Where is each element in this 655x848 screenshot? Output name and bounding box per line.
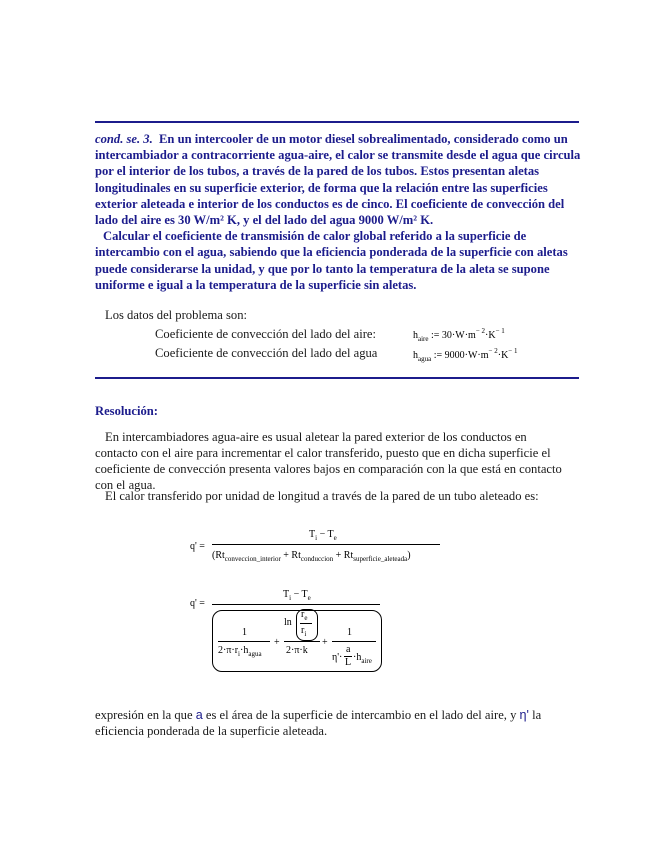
sub-e: e (333, 534, 337, 542)
ri: r (301, 625, 305, 636)
formula1-denominator: $(Rt_{conveccion\_interior} + Rt_{conduccion} + Rt_{superficie\_aleteada})$ (212, 550, 411, 563)
re: r (301, 609, 305, 620)
formula2-fraction-line (212, 604, 380, 605)
term3-L: L (345, 657, 352, 668)
symbol-a: a (195, 708, 203, 722)
unit2: ·K (497, 350, 509, 361)
exp1: − 2 (475, 327, 486, 335)
rt3: Rt (343, 550, 354, 561)
den-hsub: agua (248, 650, 262, 658)
sub3: superficie_aleteada (353, 555, 408, 563)
formula1-lhs: q' = (190, 541, 205, 552)
resolution-paragraph-1 (95, 429, 565, 493)
problem-tag: cond. se. 3. (95, 132, 153, 146)
exp2: − 1 (508, 347, 518, 355)
sub-i: i (315, 534, 318, 542)
data-intro: Los datos del problema son: (105, 308, 248, 322)
minus: − T (291, 589, 308, 600)
h-sub: agua (418, 355, 432, 363)
term3-a: a (346, 644, 351, 655)
problem-text-1: En un intercooler de un motor diesel sobrealimentado, considerado como un intercambiador a contracorriente agua-aire, el calor se transmite desde el agua que circula por el interior de los tubos, a través de la pared de los tubos. Estos presentan aletas longitudinales en su superficie exterior, de forma que la relación entre las superficies exterior aleteada e interior de los conductos es de cinco. El coeficiente de convección del lado del aire es 30 W/m² K, y el del lado del agua 9000 W/m² K. (95, 132, 581, 228)
h-symbol: h (413, 330, 418, 341)
problem-paragraph-1 (95, 131, 585, 228)
problem-paragraph-2 (95, 228, 585, 293)
symbol-eta: η' (519, 708, 529, 722)
term3-eta: η'· (332, 652, 343, 663)
term3-numerator: 1 (347, 627, 352, 638)
term3-h (353, 652, 372, 665)
t: T (309, 529, 316, 540)
formula2-numerator (283, 589, 311, 602)
bottom-rule (95, 377, 579, 379)
h-value: 30·W·m (441, 330, 476, 341)
term1-line (218, 641, 270, 642)
resolution-paragraph-3 (95, 707, 565, 739)
term2-denominator: 2·π·k (286, 645, 308, 656)
resolution-heading: Resolución: (95, 404, 158, 418)
rt2: Rt (291, 550, 301, 561)
term2-inner-line (300, 623, 312, 624)
unit2: ·K (485, 330, 496, 341)
den-h: ·h (240, 645, 249, 656)
minus: − T (317, 529, 334, 540)
term3-line (332, 641, 376, 642)
data-label-water: Coeficiente de convección del lado del agua (155, 346, 378, 360)
term1-numerator: 1 (242, 627, 247, 638)
p3-c: la eficiencia ponderada de la superficie aleteada. (95, 708, 542, 738)
formula2-lhs: q' = (190, 598, 205, 609)
hsub: aire (361, 657, 372, 665)
re-sub: e (304, 614, 308, 622)
term2-re (301, 609, 307, 622)
sub2: conduccion (300, 555, 334, 563)
sub1: conveccion_interior (224, 555, 281, 563)
formula1-fraction-line (212, 544, 440, 545)
term2-ri (301, 625, 306, 638)
den-sub: i (238, 650, 240, 658)
resolution-text-1: En intercambiadores agua-aire es usual aletear la pared exterior de los conductos en contacto con el aire para incrementar el calor transferido, puesto que en dicha superficie el coeficiente de convección presenta valores bajos en comparación con la que está en contacto con el agua. (95, 430, 562, 492)
top-rule (95, 121, 579, 123)
plus-2: + (322, 637, 328, 648)
exp2: − 1 (495, 327, 505, 335)
data-label-air: Coeficiente de convección del lado del aire: (155, 327, 376, 341)
plus-1: + (274, 637, 280, 648)
sub-e: e (307, 594, 311, 602)
sub-i: i (289, 594, 292, 602)
resolution-paragraph-2: El calor transferido por unidad de longitud a través de la pared de un tubo aleteado es: (105, 489, 539, 503)
ri-sub: i (304, 630, 307, 638)
term1-denominator (218, 645, 262, 658)
t: T (283, 589, 290, 600)
h: ·h (353, 652, 362, 663)
data-value-water: $h_{agua}$ := $9000\cdot W\cdot m^{- 2}\cdot K^{- 1}$ (413, 347, 518, 363)
p3-b: es el área de la superficie de intercambio en el lado del aire, y (202, 708, 520, 722)
h-value: 9000·W·m (444, 350, 489, 361)
problem-statement (95, 131, 585, 293)
rt1: Rt (215, 550, 225, 561)
formula1-numerator (309, 529, 337, 542)
exp1: − 2 (488, 347, 498, 355)
h-sub: aire (418, 335, 429, 343)
data-value-air: $h_{aire}$ := $30\cdot W\cdot m^{- 2}\cdot K^{- 1}$ (413, 327, 505, 343)
den: 2·π·r (218, 645, 239, 656)
p3-a: expresión en la que (95, 708, 196, 722)
term2-ln: ln (284, 617, 292, 628)
term2-line (284, 641, 320, 642)
h-symbol: h (413, 350, 418, 361)
problem-text-2: Calcular el coeficiente de transmisión de calor global referido a la superficie de intercambio con el agua, sabiendo que la eficiencia ponderada de la superficie con aletas puede considerarse la unidad, y que por lo tanto la temperatura de la aleta se supone uniforme e igual a la temperatura de la superficie sin aletas. (95, 229, 568, 292)
